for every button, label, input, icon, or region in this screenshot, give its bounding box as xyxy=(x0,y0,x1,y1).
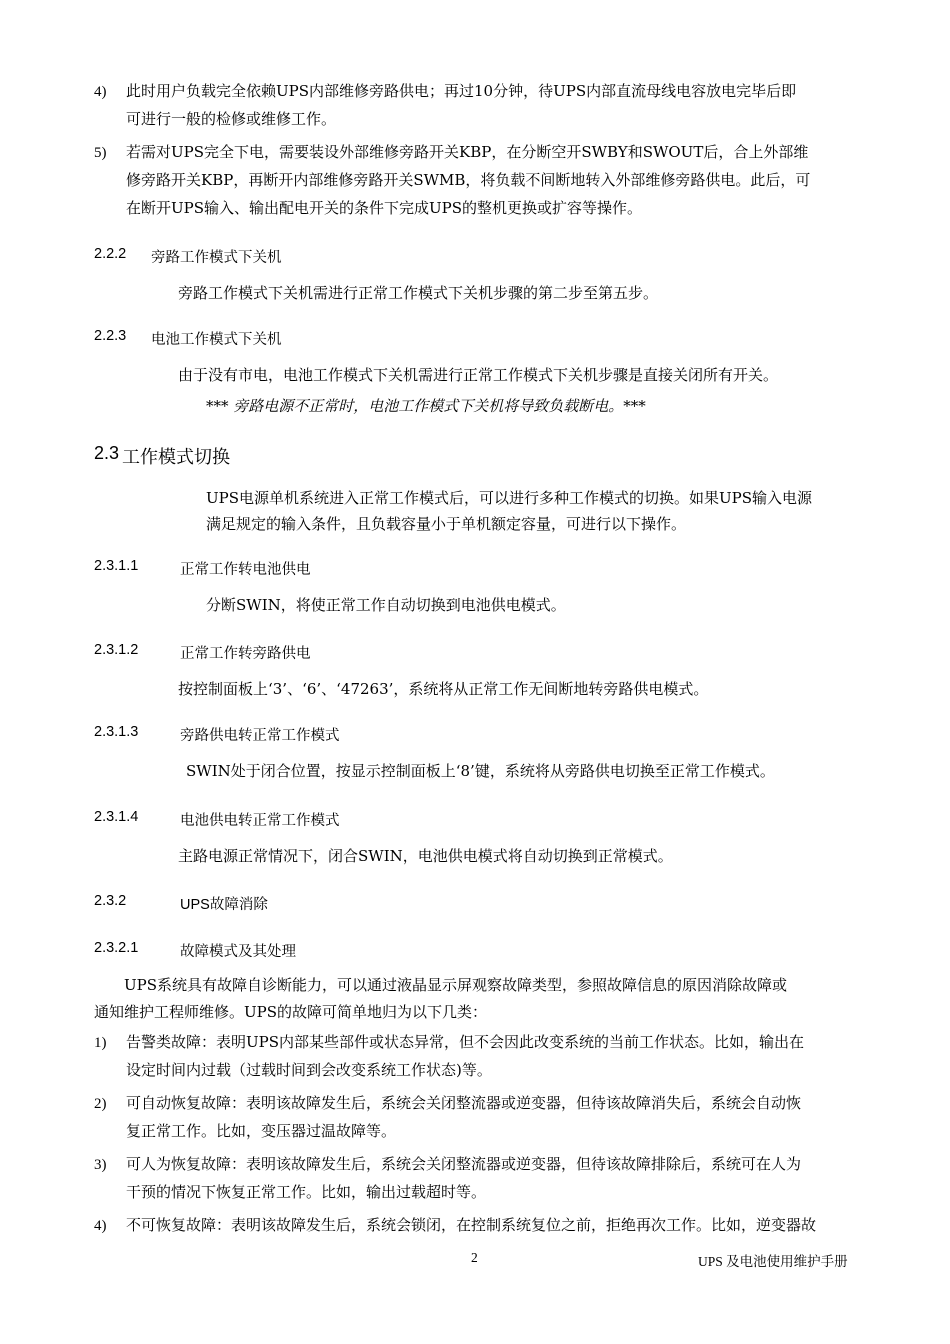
section-title: 电池工作模式下关机 xyxy=(151,332,282,348)
list-item-line: 复正常工作。比如，变压器过温故障等。 xyxy=(126,1122,397,1140)
paragraph-line: 通知维护工程师维修。UPS的故障可简单地归为以下几类： xyxy=(94,1003,488,1021)
paragraph-line: UPS系统具有故障自诊断能力，可以通过液晶显示屏观察故障类型，参照故障信息的原因消除故障或 xyxy=(124,976,788,994)
section-number: 2.3.1.4 xyxy=(94,809,139,825)
page-number: 2 xyxy=(471,1250,478,1265)
section-number: 2.2.3 xyxy=(94,328,127,344)
paragraph: SWIN处于闭合位置，按显示控制面板上‘8’键，系统将从旁路供电切换至正常工作模式。 xyxy=(186,762,775,780)
paragraph: 分断SWIN，将使正常工作自动切换到电池供电模式。 xyxy=(206,596,566,614)
list-number: 4) xyxy=(94,1218,107,1234)
list-item-line: 若需对UPS完全下电，需要装设外部维修旁路开关KBP，在分断空开SWBY和SWOUT后，合上外部维 xyxy=(126,143,809,161)
list-item-line: 告警类故障：表明UPS内部某些部件或状态异常，但不会因此改变系统的当前工作状态。比如，输出在 xyxy=(126,1033,805,1051)
section-title: 正常工作转旁路供电 xyxy=(180,646,311,662)
section-title: 工作模式切换 xyxy=(122,447,230,467)
paragraph: 按控制面板上‘3’、‘6’、‘47263’，系统将从正常工作无间断地转旁路供电模式。 xyxy=(178,680,709,698)
list-item-line: 设定时间内过载（过载时间到会改变系统工作状态)等。 xyxy=(126,1061,492,1079)
paragraph: 旁路工作模式下关机需进行正常工作模式下关机步骤的第二步至第五步。 xyxy=(178,284,659,302)
section-title: 旁路工作模式下关机 xyxy=(151,250,282,266)
paragraph-line: 满足规定的输入条件，且负载容量小于单机额定容量，可进行以下操作。 xyxy=(206,515,687,533)
section-number: 2.3 xyxy=(94,443,120,463)
list-number: 4) xyxy=(94,84,107,100)
list-item-line: 可进行一般的检修或维修工作。 xyxy=(126,110,337,128)
list-item-line: 可自动恢复故障：表明该故障发生后，系统会关闭整流器或逆变器，但待该故障消失后，系统会自动恢 xyxy=(126,1094,802,1112)
list-number: 1) xyxy=(94,1035,107,1051)
section-number: 2.3.2 xyxy=(94,893,127,909)
footer-title: UPS 及电池使用维护手册 xyxy=(698,1254,848,1269)
paragraph: 由于没有市电，电池工作模式下关机需进行正常工作模式下关机步骤是直接关闭所有开关。 xyxy=(178,366,779,384)
section-number: 2.3.1.3 xyxy=(94,724,139,740)
paragraph: 主路电源正常情况下，闭合SWIN，电池供电模式将自动切换到正常模式。 xyxy=(178,847,673,865)
list-item-line: 修旁路开关KBP，再断开内部维修旁路开关SWMB，将负载不间断地转入外部维修旁路供电。此后，可 xyxy=(126,171,811,189)
list-item-line: 此时用户负载完全依赖UPS内部维修旁路供电；再过10分钟，待UPS内部直流母线电容放电完毕后即 xyxy=(126,82,797,100)
section-title: 电池供电转正常工作模式 xyxy=(180,813,340,829)
section-number: 2.2.2 xyxy=(94,246,127,262)
list-number: 5) xyxy=(94,145,107,161)
section-title: 故障模式及其处理 xyxy=(180,944,296,960)
list-item-line: 干预的情况下恢复正常工作。比如，输出过载超时等。 xyxy=(126,1183,487,1201)
list-item-line: 不可恢复故障：表明该故障发生后，系统会锁闭，在控制系统复位之前，拒绝再次工作。比如，逆变器故 xyxy=(126,1216,817,1234)
list-number: 3) xyxy=(94,1157,107,1173)
list-number: 2) xyxy=(94,1096,107,1112)
list-item-line: 可人为恢复故障：表明该故障发生后，系统会关闭整流器或逆变器，但待该故障排除后，系统可在人为 xyxy=(126,1155,802,1173)
paragraph-line: UPS电源单机系统进入正常工作模式后，可以进行多种工作模式的切换。如果UPS输入电源 xyxy=(206,489,813,507)
section-number: 2.3.2.1 xyxy=(94,940,139,956)
section-title: 正常工作转电池供电 xyxy=(180,562,311,578)
warning-note: *** 旁路电源不正常时，电池工作模式下关机将导致负载断电。*** xyxy=(206,397,646,415)
section-number: 2.3.1.2 xyxy=(94,642,139,658)
section-title: 旁路供电转正常工作模式 xyxy=(180,728,340,744)
section-number: 2.3.1.1 xyxy=(94,558,139,574)
list-item-line: 在断开UPS输入、输出配电开关的条件下完成UPS的整机更换或扩容等操作。 xyxy=(126,199,643,217)
section-title: UPS故障消除 xyxy=(180,897,268,913)
